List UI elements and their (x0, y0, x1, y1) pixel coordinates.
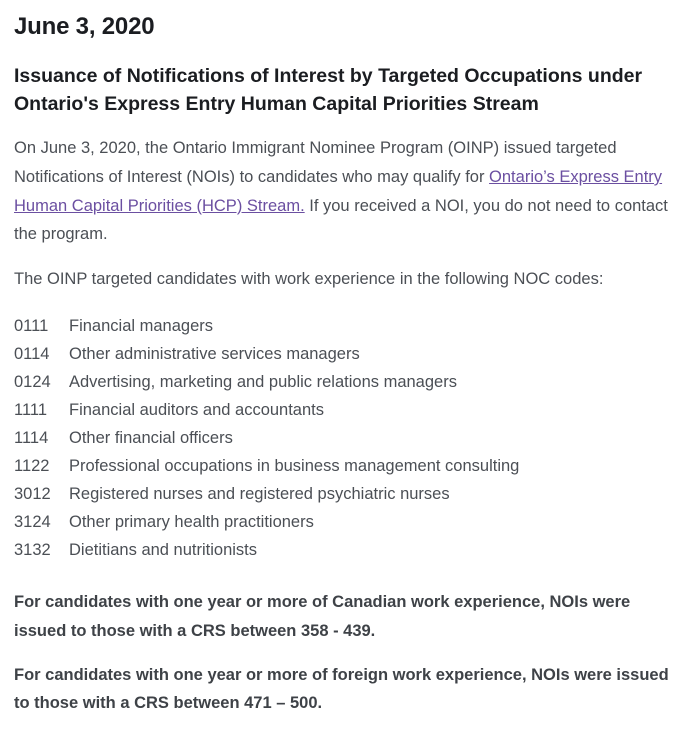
noc-label: Financial auditors and accountants (69, 401, 324, 420)
noc-label: Other administrative services managers (69, 344, 360, 363)
noc-row (14, 508, 678, 536)
noc-row (14, 368, 678, 396)
noc-label: Registered nurses and registered psychiatric nurses (69, 485, 450, 504)
noc-label: Other primary health practitioners (69, 513, 314, 532)
noc-row (14, 396, 678, 424)
crs-foreign-paragraph: For candidates with one year or more of foreign work experience, NOIs were issued to those with a CRS between 471 – 500. (14, 665, 669, 713)
noc-row (14, 424, 678, 452)
noc-code: 0114 (14, 344, 50, 363)
intro-paragraph (14, 134, 676, 249)
noc-row (14, 312, 678, 340)
hcp-stream-link[interactable]: Ontario’s Express Entry Human Capital Priorities (HCP) Stream. (14, 168, 663, 215)
noc-label: Financial managers (69, 316, 213, 335)
noc-intro-paragraph: The OINP targeted candidates with work experience in the following NOC codes: (14, 270, 604, 289)
crs-canadian-paragraph: For candidates with one year or more of Canadian work experience, NOIs were issued to those with a CRS between 358 - 439. (14, 593, 631, 641)
date-heading: June 3, 2020 (14, 13, 155, 40)
noc-row (14, 480, 678, 508)
noc-label: Other financial officers (69, 429, 233, 448)
intro-text-before-link: On June 3, 2020, the Ontario Immigrant Nominee Program (OINP) issued targeted Notifications of Interest (NOIs) to candidates who may qualify for (14, 139, 617, 187)
noc-code: 3012 (14, 485, 51, 504)
noc-code: 3132 (14, 541, 51, 560)
article-title: Issuance of Notifications of Interest by Targeted Occupations under Ontario's Express Entry Human Capital Priorities Stream (14, 65, 643, 115)
noc-code: 1122 (14, 457, 50, 476)
noc-code: 1114 (14, 429, 49, 448)
intro-text-after-link: If you received a NOI, you do not need to contact the program. (14, 196, 668, 244)
noc-row (14, 536, 678, 564)
noc-code: 3124 (14, 513, 51, 532)
noc-code: 0111 (14, 316, 49, 335)
noc-row (14, 452, 678, 480)
noc-label: Dietitians and nutritionists (69, 541, 258, 560)
noc-code: 0124 (14, 372, 51, 391)
noc-code: 1111 (14, 401, 48, 420)
noc-code-list (14, 312, 678, 564)
noc-label: Professional occupations in business management consulting (69, 457, 520, 476)
noc-row (14, 340, 678, 368)
noc-label: Advertising, marketing and public relations managers (69, 372, 457, 391)
